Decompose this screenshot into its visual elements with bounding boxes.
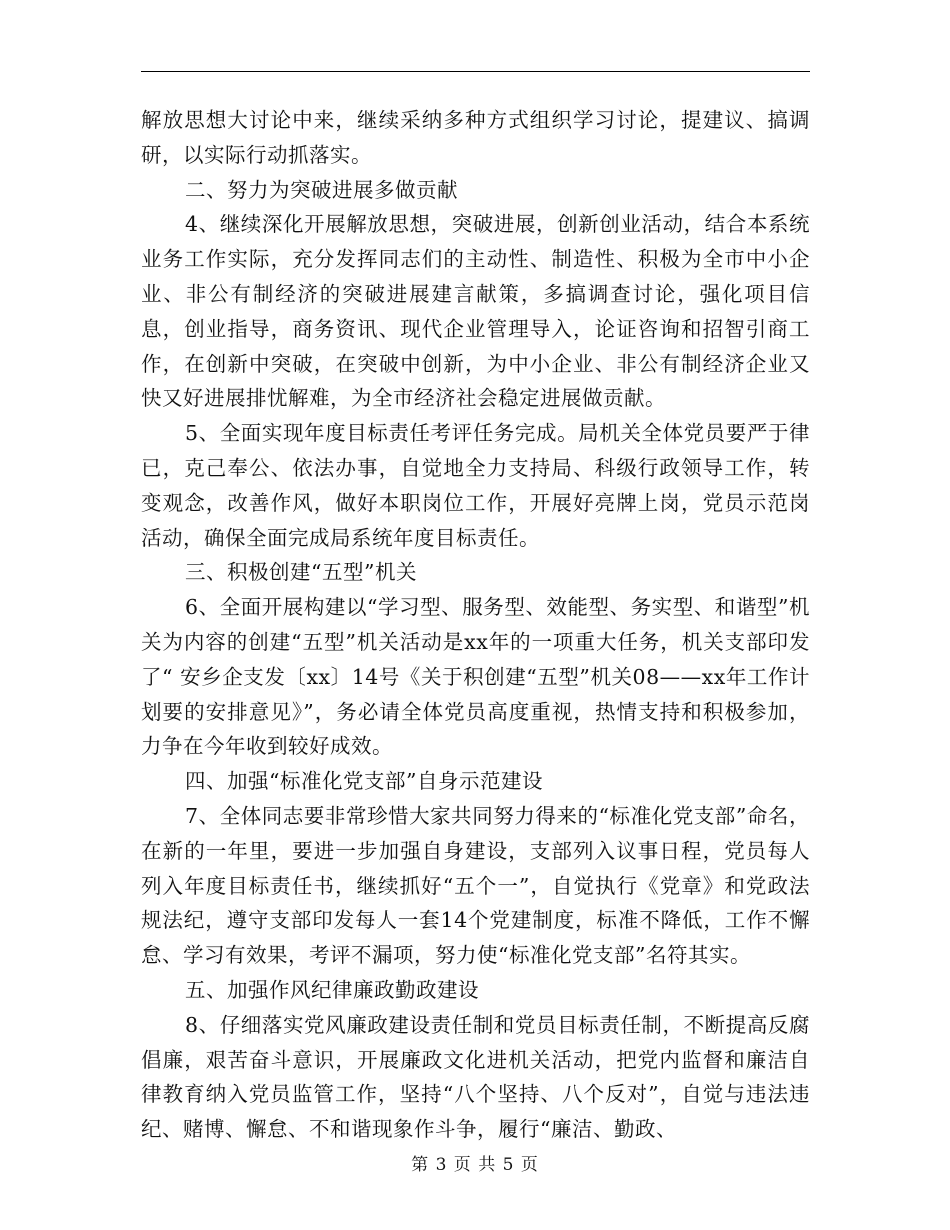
document-body xyxy=(141,103,810,1147)
section-heading-4: 四、加强“标准化党支部”自身示范建设 xyxy=(185,769,543,794)
section-heading-2: 二、努力为突破进展多做贡献 xyxy=(185,177,458,202)
paragraph-item-7: 7、全体同志要非常珍惜大家共同努力得来的“标准化党支部”命名，在新的一年里，要进一步加强自身建设，支部列入议事日程，党员每人列入年度目标责任书，继续抓好“五个一”，自觉执行《党章》和党政法规法纪，遵守支部印发每人一套14个党建制度，标准不降低，工作不懈怠、学习有效果，考评不漏项，努力使“标准化党支部”名符其实。 xyxy=(141,803,810,968)
paragraph-item-6: 6、全面开展构建以“学习型、服务型、效能型、务实型、和谐型”机关为内容的创建“五型”机关活动是xx年的一项重大任务，机关支部印发了“ 安乡企支发〔xx〕14号《关于积创建“五型”机关08——xx年工作计划要的安排意见》”，务必请全体党员高度重视，热情支持和积极参加，力争在今年收到较好成效。 xyxy=(141,595,810,759)
section-heading-5: 五、加强作风纪律廉政勤政建设 xyxy=(185,977,479,1002)
section-heading-3: 三、积极创建“五型”机关 xyxy=(185,560,417,585)
page-number-footer: 第 3 页 共 5 页 xyxy=(411,1155,539,1175)
paragraph-continuation: 解放思想大讨论中来，继续采纳多种方式组织学习讨论，提建议、搞调研，以实际行动抓落实。 xyxy=(141,108,810,167)
paragraph-item-8: 8、仔细落实党风廉政建设责任制和党员目标责任制，不断提高反腐倡廉，艰苦奋斗意识，开展廉政文化进机关活动，把党内监督和廉洁自律教育纳入党员监管工作，坚持“八个坚持、八个反对”，自觉与违法违纪、赌博、懈怠、不和谐现象作斗争，履行“廉洁、勤政、 xyxy=(141,1012,810,1142)
paragraph-item-5: 5、全面实现年度目标责任考评任务完成。局机关全体党员要严于律已，克己奉公、依法办事，自觉地全力支持局、科级行政领导工作，转变观念，改善作风，做好本职岗位工作，开展好亮牌上岗，党员示范岗活动，确保全面完成局系统年度目标责任。 xyxy=(141,421,810,550)
header-rule xyxy=(141,71,810,72)
paragraph-item-4: 4、继续深化开展解放思想，突破进展，创新创业活动，结合本系统业务工作实际，充分发挥同志们的主动性、制造性、积极为全市中小企业、非公有制经济的突破进展建言献策，多搞调查讨论，强化项目信息，创业指导，商务资讯、现代企业管理导入，论证咨询和招智引商工作，在创新中突破，在突破中创新，为中小企业、非公有制经济企业又快又好进展排忧解难，为全市经济社会稳定进展做贡献。 xyxy=(141,212,810,411)
